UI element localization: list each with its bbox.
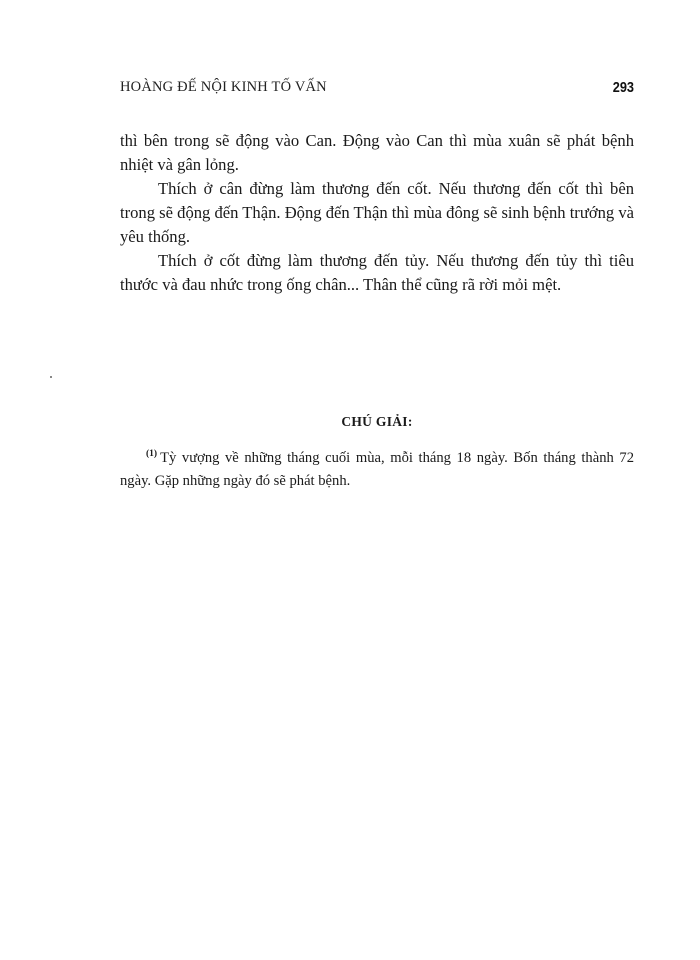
body-text	[120, 129, 634, 297]
paragraph: Thích ở cốt đừng làm thương đến tủy. Nếu thương đến tủy thì tiêu thước và đau nhức trong ống chân... Thân thể cũng rã rời mỏi mệt.	[120, 251, 634, 294]
footnote-text: Tỳ vượng về những tháng cuối mùa, mỗi tháng 18 ngày. Bốn tháng thành 72 ngày. Gặp những ngày đó sẽ phát bệnh.	[120, 450, 634, 489]
paragraph-continued: thì bên trong sẽ động vào Can. Động vào Can thì mùa xuân sẽ phát bệnh nhiệt và gân lỏng.	[120, 131, 634, 174]
scan-speck	[50, 376, 52, 378]
footnote	[120, 443, 634, 493]
footnote-marker: (1)	[146, 449, 158, 459]
page-number: 293	[612, 79, 634, 96]
footnotes	[120, 443, 634, 493]
notes-heading: CHÚ GIẢI:	[341, 414, 413, 430]
page-header	[120, 79, 634, 101]
paragraph: Thích ở cân đừng làm thương đến cốt. Nếu thương đến cốt thì bên trong sẽ động đến Thận. Động đến Thận thì mùa đông sẽ sinh bệnh trướng và yêu thống.	[120, 179, 634, 246]
running-title: HOÀNG ĐẾ NỘI KINH TỐ VẤN	[120, 79, 327, 95]
